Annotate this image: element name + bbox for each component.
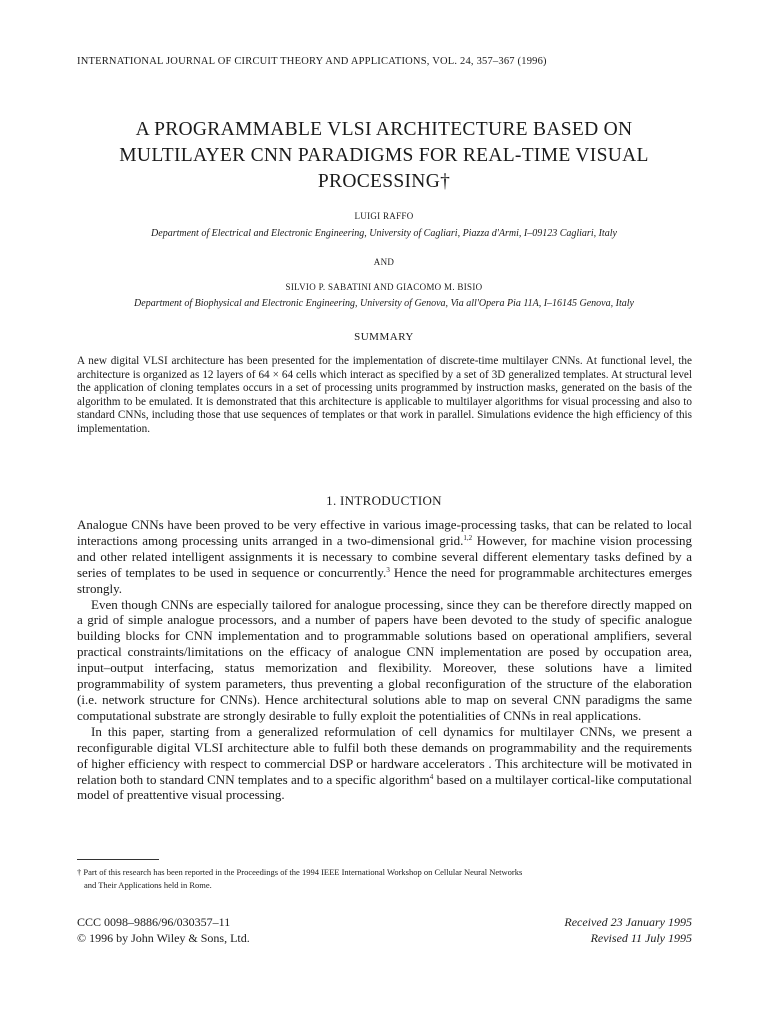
footer-publication-info: [77, 914, 377, 946]
footnote-line-2: and Their Applications held in Rome.: [84, 879, 212, 890]
introduction-body: [77, 517, 692, 803]
author-and: AND: [373, 257, 395, 267]
intro-paragraph-2: Even though CNNs are especially tailored for analogue processing, since they can be therefore directly mapped on a grid of simple analogue processors, and a number of papers have been devoted to the study of specific analogue building blocks for CNN implementation and to programmable solutions based on operational amplifiers, several practical constraints/limitations on the efficacy of analogue CNN implementation are posed by occupation area, input–output interfacing, status memorization and flexibility. Moreover, these solutions have a limited programmability of system parameters, thus preventing a global reconfiguration of the structure of the elaboration (i.e. network structure for CNNs). Hence architectural solutions able to map on several CNN paradigms the same computational substrate are strongly desirable to fully exploit the potentialities of CNNs in real applications.: [77, 596, 692, 723]
citation-ref: 1,2: [463, 533, 473, 542]
summary-heading: SUMMARY: [354, 331, 414, 343]
citation-ref: 3: [386, 565, 390, 574]
paper-title: [84, 117, 684, 195]
introduction-heading: 1. INTRODUCTION: [326, 493, 442, 508]
citation-ref: 4: [429, 772, 434, 781]
summary-text: A new digital VLSI architecture has been presented for the implementation of discrete-time multilayer CNNs. At functional level, the architecture is organized as 12 layers of 64 × 64 cells which interact as specified by a set of 3D generalized templates. At structural level the application of cloning templates occurs in a set of processing units programmed by instruction masks, generated on the basis of the algorithm to be emulated. It is demonstrated that this architecture is applicable to multilayer algorithms for visual processing and also to standard CNNs, including those that use sequences of templates or that work in parallel. Simulations evidence the high efficiency of this implementation.: [77, 355, 692, 435]
affiliation-2: Department of Biophysical and Electronic Engineering, University of Genova, Via all'Opera Pia 11A, I–16145 Genova, Italy: [134, 298, 634, 309]
intro-p1-part-c: Hence the need for programmable architectures emerges strongly.: [77, 564, 693, 596]
copyright-notice: © 1996 by John Wiley & Sons, Ltd.: [77, 931, 250, 945]
title-line-3: PROCESSING†: [317, 171, 451, 192]
ccc-code: CCC 0098–9886/96/030357–11: [77, 915, 231, 929]
intro-p3-part-a: In this paper, starting from a generalized reformulation of cell dynamics for multilayer CNNs, we present a reconfigurable digital VLSI architecture able to fulfil both these demands on programmability and the requirements of higher efficiency with respect to commercial DSP or hardware accelerators . This architecture will be motivated in relation both to standard CNN templates and to a specific algorithm: [77, 723, 692, 787]
footnote: [77, 866, 697, 891]
intro-p1-part-b: However, for machine vision processing and other related intelligent assignments it is necessary to combine several different elementary tasks defined by a series of templates to be used in sequence or concurrently.: [77, 532, 692, 580]
received-date: Received 23 January 1995: [564, 915, 692, 929]
title-line-1: A PROGRAMMABLE VLSI ARCHITECTURE BASED ON: [135, 119, 633, 140]
footnote-divider: [77, 859, 159, 860]
author-1: LUIGI RAFFO: [354, 211, 414, 221]
intro-paragraph-1: [77, 517, 692, 597]
author-2: SILVIO P. SABATINI AND GIACOMO M. BISIO: [285, 282, 483, 292]
intro-paragraph-3: [77, 724, 692, 804]
affiliation-1: Department of Electrical and Electronic Engineering, University of Cagliari, Piazza d'Armi, I–09123 Cagliari, Italy: [151, 228, 617, 239]
title-line-2: MULTILAYER CNN PARADIGMS FOR REAL-TIME VISUAL: [119, 145, 649, 166]
journal-header: INTERNATIONAL JOURNAL OF CIRCUIT THEORY AND APPLICATIONS, VOL. 24, 357–367 (1996): [77, 56, 547, 67]
revised-date: Revised 11 July 1995: [590, 931, 692, 945]
footer-dates: [392, 914, 692, 946]
intro-p3-part-b: based on a multilayer cortical-like computational model of preattentive visual processing.: [77, 771, 692, 803]
intro-p1-part-a: Analogue CNNs have been proved to be very effective in various image-processing tasks, that can be related to local interactions among processing units arranged in a two-dimensional grid.: [77, 517, 692, 548]
footnote-line-1: † Part of this research has been reported in the Proceedings of the 1994 IEEE International Workshop on Cellular Neural Networks: [77, 867, 523, 877]
